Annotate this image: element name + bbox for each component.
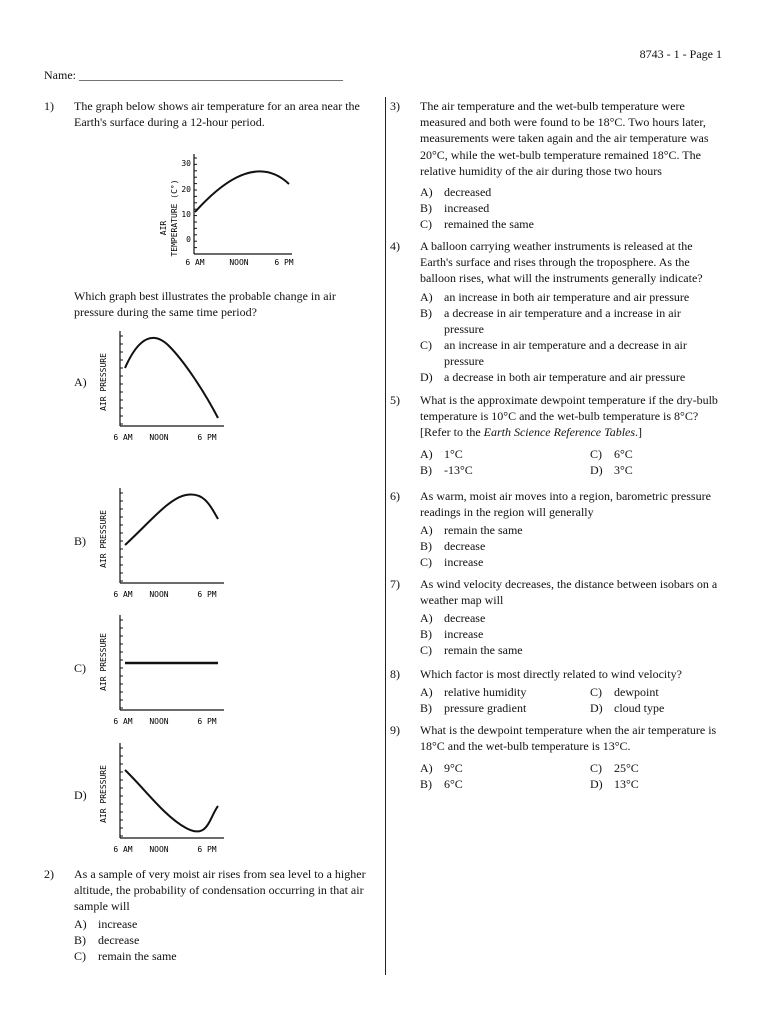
choice-text: pressure gradient xyxy=(444,701,527,715)
choice-text: increase xyxy=(444,555,484,569)
xtick-6pm: 6 PM xyxy=(197,845,217,854)
xtick-6am: 6 AM xyxy=(113,717,133,726)
choice-c[interactable] xyxy=(420,216,534,232)
choice-letter: D) xyxy=(590,463,603,477)
choice-letter: D) xyxy=(590,777,603,791)
page-id: 8743 - 1 - Page 1 xyxy=(639,47,722,61)
choice-letter: B) xyxy=(420,201,432,215)
choice-c[interactable] xyxy=(420,554,523,570)
temp-xtick-noon: NOON xyxy=(229,258,249,266)
xtick-6am: 6 AM xyxy=(113,845,133,854)
choice-letter: A) xyxy=(74,917,87,931)
answer-choices xyxy=(420,289,700,385)
question-1-subtext: Which graph best illustrates the probable change in air pressure during the same time period? xyxy=(74,289,336,320)
choice-text: a decrease in both air temperature and air pressure xyxy=(444,370,686,384)
pressure-curve xyxy=(125,770,218,831)
answer-choices xyxy=(420,684,740,716)
choice-text: relative humidity xyxy=(444,685,527,699)
choice-text: a decrease in air temperature and a increase in air pressure xyxy=(444,306,681,337)
choice-letter: B) xyxy=(420,539,432,553)
choice-letter: B) xyxy=(74,933,86,947)
xtick-noon: NOON xyxy=(149,845,169,854)
choice-c[interactable] xyxy=(74,948,177,964)
choice-letter: C) xyxy=(420,555,432,569)
choice-d-label: D) xyxy=(74,788,87,802)
choice-text: decrease xyxy=(98,933,140,947)
choice-text: an increase in both air temperature and air pressure xyxy=(444,290,690,304)
column-divider xyxy=(385,97,386,975)
choice-letter: B) xyxy=(420,463,432,477)
choice-letter: B) xyxy=(420,701,432,715)
choice-c[interactable] xyxy=(420,337,700,369)
choice-letter: A) xyxy=(420,185,433,199)
pressure-graph-b[interactable] xyxy=(94,483,234,601)
question-text: What is the dewpoint temperature when the air temperature is 18°C and the wet-bulb temperature is 13°C. xyxy=(420,723,717,754)
question-number: 4) xyxy=(390,239,400,253)
choice-text: -13°C xyxy=(444,463,473,477)
answer-choices xyxy=(74,916,177,964)
question-number: 7) xyxy=(390,577,400,591)
question-text-part: What is the approximate dewpoint temperature if the dry-bulb temperature is 10°C and the wet-bulb temperature is 8°C? [Refer to the xyxy=(420,393,718,440)
choice-text: remained the same xyxy=(444,217,534,231)
choice-c[interactable] xyxy=(420,642,523,658)
choice-text: an increase in air temperature and a decrease in air pressure xyxy=(444,338,687,369)
choice-b[interactable] xyxy=(420,626,523,642)
xtick-6pm: 6 PM xyxy=(197,433,217,442)
choice-letter: A) xyxy=(420,290,433,304)
choice-text: increase xyxy=(444,627,484,641)
choice-b[interactable] xyxy=(420,462,590,478)
choice-b-label: B) xyxy=(74,534,86,548)
choice-text: remain the same xyxy=(444,643,523,657)
choice-b[interactable] xyxy=(420,776,590,792)
choice-letter: A) xyxy=(420,685,433,699)
question-text: The air temperature and the wet-bulb temperature were measured and both were found to be 18°C. Two hours later, measurements were taken again and the air temperature was 20°C, while the wet-bulb temperature remained 18°C. The relative humidity of the air during those two hours xyxy=(420,99,709,178)
question-text: Which factor is most directly related to wind velocity? xyxy=(420,667,682,681)
question-number: 9) xyxy=(390,723,400,737)
question-text: As warm, moist air moves into a region, barometric pressure readings in the region will generally xyxy=(420,489,711,520)
question-number: 6) xyxy=(390,489,400,503)
choice-text: remain the same xyxy=(444,523,523,537)
choice-text: 3°C xyxy=(614,463,633,477)
xtick-noon: NOON xyxy=(149,717,169,726)
temp-ytick-0: 0 xyxy=(186,235,191,244)
choice-letter: A) xyxy=(420,523,433,537)
choice-letter: D) xyxy=(420,370,433,384)
choice-a[interactable] xyxy=(420,289,700,305)
choice-letter: D) xyxy=(590,701,603,715)
choice-a[interactable] xyxy=(420,184,534,200)
choice-b[interactable] xyxy=(420,700,590,716)
choice-b[interactable] xyxy=(420,538,523,554)
choice-a[interactable] xyxy=(420,446,590,462)
choice-text: 9°C xyxy=(444,761,463,775)
question-number: 5) xyxy=(390,393,400,407)
choice-b[interactable] xyxy=(74,932,177,948)
temp-curve xyxy=(195,171,289,212)
choice-text: increase xyxy=(98,917,138,931)
choice-text: decreased xyxy=(444,185,492,199)
question-number: 1) xyxy=(44,99,54,113)
choice-text: remain the same xyxy=(98,949,177,963)
temp-xtick-6am: 6 AM xyxy=(185,258,205,266)
question-number: 2) xyxy=(44,867,54,881)
choice-c[interactable] xyxy=(590,446,740,462)
choice-d[interactable] xyxy=(420,369,700,385)
choice-text: decrease xyxy=(444,611,486,625)
choice-a[interactable] xyxy=(420,610,523,626)
xtick-6am: 6 AM xyxy=(113,590,133,599)
temp-ytick-20: 20 xyxy=(181,185,191,194)
choice-text: 6°C xyxy=(614,447,633,461)
choice-b[interactable] xyxy=(420,200,534,216)
choice-letter: C) xyxy=(74,949,86,963)
pressure-ylabel: AIR PRESSURE xyxy=(99,353,108,411)
choice-text: 25°C xyxy=(614,761,639,775)
choice-text: 6°C xyxy=(444,777,463,791)
choice-letter: B) xyxy=(420,306,432,320)
xtick-6pm: 6 PM xyxy=(197,717,217,726)
pressure-ylabel: AIR PRESSURE xyxy=(99,633,108,691)
answer-choices xyxy=(420,446,740,478)
answer-choices xyxy=(420,610,523,658)
question-text: The graph below shows air temperature for an area near the Earth's surface during a 12-hour period. xyxy=(74,99,360,130)
choice-text: 13°C xyxy=(614,777,639,791)
xtick-noon: NOON xyxy=(149,433,169,442)
choice-letter: C) xyxy=(420,338,432,352)
choice-letter: C) xyxy=(590,447,602,461)
xtick-6am: 6 AM xyxy=(113,433,133,442)
choice-c-label: C) xyxy=(74,661,86,675)
pressure-ylabel: AIR PRESSURE xyxy=(99,510,108,568)
choice-d[interactable] xyxy=(590,462,740,478)
question-text-part: .] xyxy=(635,425,643,440)
choice-d[interactable] xyxy=(590,776,740,792)
temp-ylabel xyxy=(159,179,179,256)
pressure-graph-a[interactable] xyxy=(94,326,234,444)
answer-choices xyxy=(420,522,523,570)
reference-title: Earth Science Reference Tables xyxy=(483,425,636,440)
choice-letter: B) xyxy=(420,627,432,641)
answer-choices xyxy=(420,184,534,232)
pressure-curve xyxy=(125,495,218,545)
choice-a-label: A) xyxy=(74,375,87,389)
choice-letter: A) xyxy=(420,761,433,775)
pressure-graph-d[interactable] xyxy=(94,738,234,856)
question-text: As a sample of very moist air rises from sea level to a higher altitude, the probability of condensation occurring in that air sample will xyxy=(74,867,366,914)
choice-c[interactable] xyxy=(590,684,740,700)
question-number: 8) xyxy=(390,667,400,681)
answer-choices xyxy=(420,760,740,792)
xtick-6pm: 6 PM xyxy=(197,590,217,599)
choice-b[interactable] xyxy=(420,305,700,337)
choice-letter: C) xyxy=(420,217,432,231)
choice-letter: A) xyxy=(420,611,433,625)
choice-letter: C) xyxy=(420,643,432,657)
choice-a[interactable] xyxy=(420,684,590,700)
choice-a[interactable] xyxy=(420,760,590,776)
choice-text: cloud type xyxy=(614,701,665,715)
question-text: A balloon carrying weather instruments is released at the Earth's surface and rises through the troposphere. As the balloon rises, what will the instruments generally indicate? xyxy=(420,239,703,286)
choice-text: 1°C xyxy=(444,447,463,461)
pressure-curve xyxy=(125,338,218,418)
question-number: 3) xyxy=(390,99,400,113)
choice-letter: A) xyxy=(420,447,433,461)
choice-text: decrease xyxy=(444,539,486,553)
choice-letter: B) xyxy=(420,777,432,791)
name-field-label: Name: ____________________________________________ xyxy=(44,68,343,82)
pressure-ylabel: AIR PRESSURE xyxy=(99,765,108,823)
choice-letter: C) xyxy=(590,685,602,699)
temp-ytick-30: 30 xyxy=(181,159,191,168)
question-text xyxy=(420,392,720,441)
pressure-graph-c[interactable] xyxy=(94,610,234,728)
temperature-graph xyxy=(154,146,304,266)
choice-text: increased xyxy=(444,201,490,215)
choice-letter: C) xyxy=(590,761,602,775)
temp-ytick-10: 10 xyxy=(181,210,191,219)
choice-text: dewpoint xyxy=(614,685,659,699)
choice-a[interactable] xyxy=(74,916,177,932)
choice-a[interactable] xyxy=(420,522,523,538)
choice-d[interactable] xyxy=(590,700,740,716)
choice-c[interactable] xyxy=(590,760,740,776)
question-text: As wind velocity decreases, the distance between isobars on a weather map will xyxy=(420,577,718,608)
temp-ylabel-line1: AIR xyxy=(159,220,168,236)
temp-xtick-6pm: 6 PM xyxy=(274,258,294,266)
temp-ylabel-line2: TEMPERATURE (C°) xyxy=(170,179,179,257)
xtick-noon: NOON xyxy=(149,590,169,599)
